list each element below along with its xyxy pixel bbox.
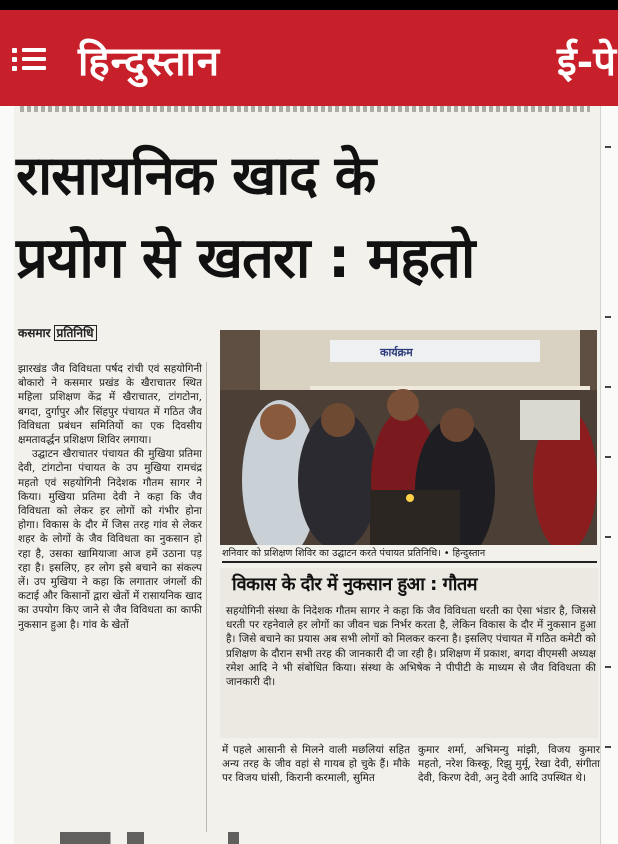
headline-line-1: रासायनिक खाद के bbox=[16, 144, 376, 207]
next-article-cut-headline bbox=[60, 832, 340, 844]
photo-banner-text-1: कार्यक्रम bbox=[380, 346, 413, 359]
article-photo bbox=[220, 330, 597, 545]
page-margin bbox=[0, 106, 14, 844]
article-column-1 bbox=[18, 362, 202, 838]
epaper-clipping bbox=[0, 106, 618, 844]
section-rule bbox=[222, 561, 597, 563]
article-column-4 bbox=[418, 743, 600, 839]
dateline-source: प्रतिनिधि bbox=[54, 325, 97, 341]
paragraph: में पहले आसानी से मिलने वाली मछलियां सहित अन्य तरह के जीव वहां से गायब हो चुके हैं। मौके पर विजय घांसी, किरानी करमाली, सुमित bbox=[222, 744, 410, 785]
status-bar bbox=[0, 0, 618, 10]
dateline-place: कसमार bbox=[18, 326, 51, 340]
adjacent-article-edge bbox=[600, 106, 618, 844]
paragraph: सहयोगिनी संस्था के निदेशक गौतम सागर ने कहा कि जैव विविधता धरती का ऐसा भंडार है, जिससे धरती पर रहनेवाले हर लोगों का जीवन चक्र निर्भर करता है, लेकिन विकास के दौर में नुकसान हुआ है। जिसे बचाने का प्रयास अब सभी लोगों को मिलकर करना है। इसलिए पंचायत में गठित कमेटी को प्रशिक्षण के दौरान सभी तरह की जानकारी दी जा रही है। प्रशिक्षण में प्रकाश, बगदा वीएमसी अध्यक्ष रमेश आदि ने भी संबोधित किया। संस्था के अभिषेक ने पीपीटी के माध्यम से जैव विविधता की जानकारी दी। bbox=[226, 605, 596, 689]
hamburger-menu-icon[interactable] bbox=[12, 46, 46, 72]
event-photo-illustration bbox=[220, 330, 597, 545]
column-divider bbox=[206, 362, 207, 832]
paragraph: कुमार शर्मा, अभिमन्यु मांझी, विजय कुमार महतो, नरेश किस्कू, रिझु मुर्मू, रेखा देवी, संगीता देवी, किरण देवी, अनु देवी आदि उपस्थित थे। bbox=[418, 744, 600, 785]
clipping-cut-edge bbox=[20, 106, 590, 112]
headline-line-2: प्रयोग से खतरा : महतो bbox=[16, 226, 475, 291]
dateline bbox=[18, 324, 97, 341]
subheading: विकास के दौर में नुकसान हुआ : गौतम bbox=[232, 574, 477, 595]
paragraph: उद्घाटन खैराचातर पंचायत की मुखिया प्रतिमा देवी, टांगटोना पंचायत के उप मुखिया रामचंद्र महतो एवं सहयोगिनी निदेशक गौतम सागर ने किया। मुखिया प्रतिमा देवी ने कहा कि जैव विविधता को लेकर हर लोगों को गंभीर होना होगा। विकास के दौर में जिस तरह गांव से लेकर शहर के लोगों के जैव विविधता का नुकसान हो रहा है, उसका खामियाजा आज हमें उठाना पड़ रहा है। इसलिए, हर लोग इसे बचाने का संकल्प लें। उप मुखिया ने कहा कि लगातार जंगलों की कटाई और किसानों द्वारा खेतों में रासायनिक खाद का उपयोग किए जाने से जैव विविधता का काफी नुकसान हुआ है। गांव के खेतों bbox=[18, 448, 202, 631]
article-column-2 bbox=[226, 604, 596, 729]
app-header bbox=[0, 10, 618, 106]
edition-label[interactable]: ई-पे bbox=[557, 38, 616, 85]
paragraph: झारखंड जैव विविधता पर्षद रांची एवं सहयोगिनी बोकारो ने कसमार प्रखंड के खैराचातर स्थित महिला प्रशिक्षण केंद्र में खैराचातर, टांगटोना, बगदा, दुर्गापुर और सिंहपुर पंचायत में गठित जैव विविधता प्रबंधन समितियों का एक दिवसीय क्षमतावर्द्धन प्रशिक्षण शिविर लगाया। bbox=[18, 363, 202, 447]
photo-caption: शनिवार को प्रशिक्षण शिविर का उद्घाटन करते पंचायत प्रतिनिधि। • हिन्दुस्तान bbox=[222, 548, 486, 559]
article-column-3 bbox=[222, 743, 410, 839]
brand-logo[interactable]: हिन्दुस्तान bbox=[78, 38, 221, 85]
